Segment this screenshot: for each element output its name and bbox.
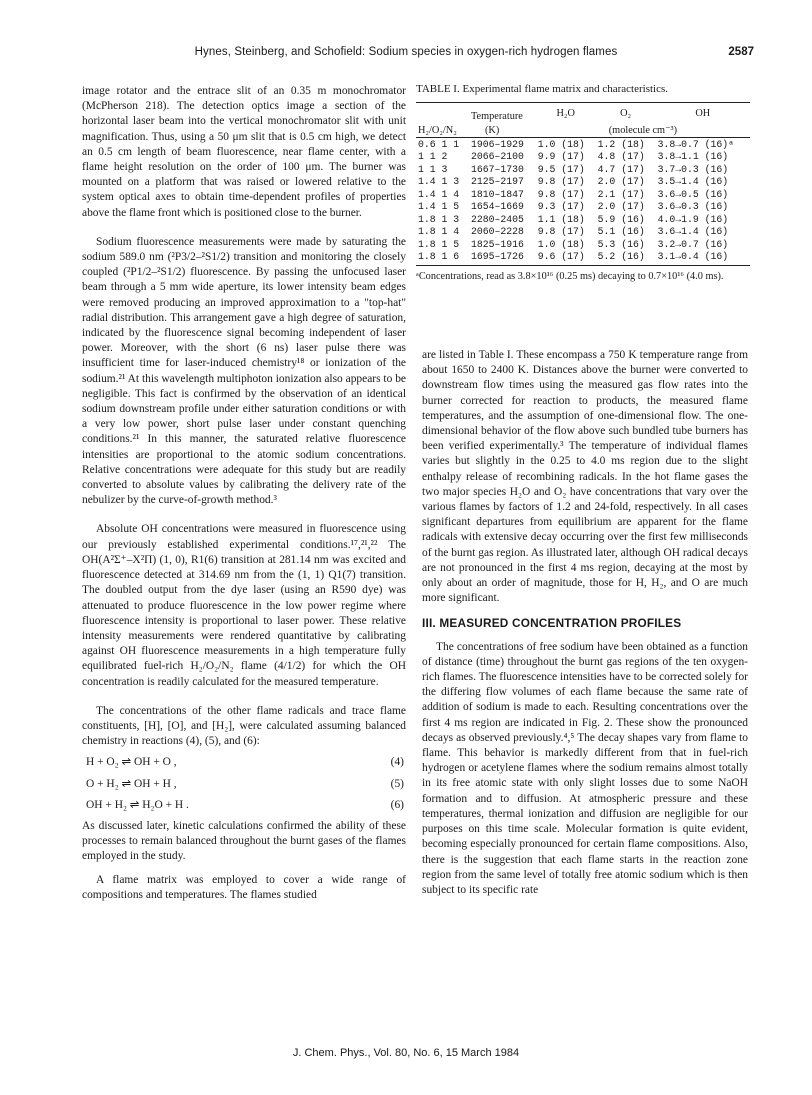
equation-expr: OH + H₂ ⇌ H₂O + H . <box>86 798 189 811</box>
table-footnote: ᵃConcentrations, read as 3.8×10¹⁶ (0.25 ms) decaying to 0.7×10¹⁶ (4.0 ms). <box>416 271 724 282</box>
table-cell: 3.5→1.4 (16) <box>657 176 729 188</box>
table-cell: 1695–1726 <box>469 251 536 266</box>
paragraph: A flame matrix was employed to cover a wide range of compositions and temperatures. The flames studied <box>82 873 406 901</box>
page-footer: J. Chem. Phys., Vol. 80, No. 6, 15 March 1984 <box>292 1047 520 1059</box>
paragraph: are listed in Table I. These encompass a 750 K temperature range from about 1650 to 2400 K. Distances above the burner were converted to downstream flow times using the measured gas flow rates into the burner corrected for reaction to products, the measured flame temperatures, and the assumption of one-dimensional flow. The one-dimensional behavior of the flow above such bundled tube burners has been verified experimentally.³ The temperature of individual flames varies but slightly in the 0.25 to 4.0 ms region due to the slight enthalpy release of recombining radicals. In the hot flame gases the two major species H₂O and O₂ have concentrations that vary over the various flames by factors of 1.2 and 24-fold, respectively. In all cases significant departures from equilibrium are apparent for the flame radicals with extensive decay occurring over the first few milliseconds of the burnt gas region. As illustrated later, although OH radical decays are not pronounced in the first 4 ms region, decaying at the most by only about an order of magnitude, those for H, H₂, and O are much more significant. <box>422 349 748 605</box>
table-cell: 1810–1847 <box>470 188 524 200</box>
table-header-unit-k: (K) <box>469 123 536 138</box>
table-cell: 1906–1929 <box>470 138 524 150</box>
left-column <box>82 84 406 903</box>
table-body <box>416 138 750 266</box>
right-column <box>422 348 748 898</box>
equation-5 <box>82 777 406 792</box>
table-cell: 1.8 1 4 <box>418 226 460 238</box>
flame-matrix-table <box>416 102 750 266</box>
table-row <box>416 163 750 176</box>
table-cell: 9.8 (17) <box>537 188 585 200</box>
table-header-composition: H₂/O₂/N₂ <box>416 123 469 138</box>
table-cell: 1654–1669 <box>470 201 524 213</box>
page-number: 2587 <box>728 46 754 58</box>
table-header-units: (molecule cm⁻³) <box>536 123 750 138</box>
table-row <box>416 238 750 251</box>
section-heading: III. MEASURED CONCENTRATION PROFILES <box>422 616 682 631</box>
table-cell: 5.2 (16) <box>596 251 656 266</box>
table-cell: 1667–1730 <box>470 163 524 175</box>
paragraph: The concentrations of free sodium have been obtained as a function of distance (time) throughout the burnt gas regions of the ten oxygen-rich flames. The fluorescence intensities have to be corrected solely for the differing flow volumes of each flame because the same rate of addition of sodium is made to each. Resulting concentrations over the first 4 ms region are indicated in Fig. 2. These show the pronounced decays as observed previously.⁴,⁵ The decay shapes vary from flame to flame. This behavior is markedly different from that in fuel-rich hydrogen or acetylene flames where the sodium remains almost totally in its free atomic state with only slight losses due to some NaOH formation and to diffusion. At atmospheric pressure and these temperatures, thermal ionization and diffusion are negligible for our purposes on this time scale. Molecular formation is quite evident, becoming especially pronounced for certain flame compositions. Also, there is the suggestion that each flame starts in the reaction zone region from the same level of totally free atomic sodium which is then subject to its specific rate <box>422 640 748 896</box>
table-cell: 3.6→0.5 (16) <box>657 188 729 200</box>
equation-number: (5) <box>390 777 404 790</box>
table-row <box>416 201 750 214</box>
table-cell: 4.7 (17) <box>597 163 645 175</box>
table-cell: 1.4 1 5 <box>418 201 460 213</box>
table-cell: 1.0 (18) <box>537 138 585 150</box>
table-header-h2o: H₂O <box>536 103 596 124</box>
table-cell: 1 1 2 <box>418 151 448 163</box>
table-cell: 9.5 (17) <box>537 163 585 175</box>
paragraph: image rotator and the entrace slit of an 0.35 m monochromator (McPherson 218). The detection optics image a section of the horizontal laser beam into the vertical monochromator slit with unit magnification. Thus, using a 50 μm slit that is 0.5 cm high, we detect an 0.5 cm length of beam fluorescence, near flame center, with a flame height resolution on the order of 100 μm. The burner was mounted on a platform that was raised or lowered relative to the system optical axes to obtain time-dependent profiles of properties above the flame front which is positioned close to the burner. <box>82 85 406 219</box>
table-cell: 9.8 (17) <box>537 226 585 238</box>
table-cell: 2.0 (17) <box>597 201 645 213</box>
table-cell: 9.9 (17) <box>537 151 585 163</box>
table-cell: 1825–1916 <box>470 238 524 250</box>
table-row <box>416 176 750 189</box>
table-cell: 3.8→0.7 (16)ᵃ <box>657 138 734 150</box>
table-header-cell <box>416 103 469 124</box>
table-row <box>416 188 750 201</box>
table-cell: 2280–2405 <box>470 213 524 225</box>
table-cell: 1.8 1 3 <box>418 213 460 225</box>
table-cell: 5.3 (16) <box>597 238 645 250</box>
table-caption: TABLE I. Experimental flame matrix and characteristics. <box>416 83 669 95</box>
table-cell: 3.6→0.3 (16) <box>657 201 729 213</box>
table-cell: 2066–2100 <box>470 151 524 163</box>
table-cell: 2060–2228 <box>470 226 524 238</box>
equation-expr: O + H₂ ⇌ OH + H , <box>86 777 177 790</box>
table-cell: 4.8 (17) <box>597 151 645 163</box>
table-header-oh: OH <box>656 103 750 124</box>
table-cell: 3.8→1.1 (16) <box>657 151 729 163</box>
table-cell: 3.7→0.3 (16) <box>657 163 729 175</box>
table-cell: 1.8 1 6 <box>416 251 469 266</box>
page-header <box>0 46 812 62</box>
table-cell: 9.8 (17) <box>537 176 585 188</box>
table-row <box>416 226 750 239</box>
table-header-o2: O₂ <box>596 103 656 124</box>
equation-number: (4) <box>390 756 404 769</box>
table-cell: 1 1 3 <box>418 163 448 175</box>
table-cell: 5.9 (16) <box>597 213 645 225</box>
paragraph: The concentrations of the other flame radicals and trace flame constituents, [H], [O], and [H₂], were calculated assuming balanced chemistry in reactions (4), (5), and (6): <box>82 704 406 748</box>
table-cell: 1.1 (18) <box>537 213 585 225</box>
table-row <box>416 213 750 226</box>
paragraph: Absolute OH concentrations were measured in fluorescence using our previously established experimental conditions.¹⁷,²¹,²² The OH(A²Σ⁺–X²Π) (1, 0), R1(6) transition at 281.14 nm was excited and fluorescence detected at 314.69 nm from the (1, 1) Q1(7) transition. The doubled output from the dye laser (using an R590 dye) was attenuated to produce fluorescence in the low power regime where fluorescence intensity is proportional to laser power. These relative intensity measurements were rendered quantitative by calibrating against OH fluorescence measurements in a high temperature fully equilibrated fuel-rich H₂/O₂/N₂ flame (4/1/2) for which the OH concentration is readily calculated for the measured temperature. <box>82 523 406 688</box>
table-cell: 9.6 (17) <box>536 251 596 266</box>
table-cell: 1.2 (18) <box>597 138 645 150</box>
paragraph: As discussed later, kinetic calculations confirmed the ability of these processes to remain balanced throughout the burnt gases of the flames employed in the study. <box>82 819 406 863</box>
table-cell: 3.1→0.4 (16) <box>656 251 750 266</box>
table-row <box>416 151 750 164</box>
table-1 <box>416 82 750 284</box>
table-cell: 2125–2197 <box>470 176 524 188</box>
table-cell: 1.4 1 3 <box>418 176 460 188</box>
table-cell: 1.8 1 5 <box>418 238 460 250</box>
table-cell: 4.0→1.9 (16) <box>657 213 729 225</box>
equation-6 <box>82 798 406 813</box>
table-cell: 1.0 (18) <box>537 238 585 250</box>
table-cell: 2.1 (17) <box>597 188 645 200</box>
table-cell: 5.1 (16) <box>597 226 645 238</box>
paragraph: Sodium fluorescence measurements were made by saturating the sodium 589.0 nm (²P3/2–²S1/2) transition and monitoring the closely coupled (²P1/2–²S1/2) fluorescence. By passing the unfocused laser beam through a 5 mm wide aperture, its lower intensity beam edges were removed producing an improved approximation to a "top-hat" radial distribution. This arrangement gave a high degree of saturation, indicated by the fluorescence signal becoming independent of laser power. Moreover, with the short (6 ns) laser pulse there was insufficient time for laser-induced chemistry¹⁸ or ionization of the sodium.²¹ At this wavelength multiphoton ionization also appears to be negligible. This fact is confirmed by the observation of an identical sodium downstream profile under either saturation conditions or with a very low power, short pulse laser under constant quenching conditions.²¹ In this manner, the saturated relative fluorescence intensities are proportional to the atomic sodium concentrations. Relative concentrations were adequate for this study but are readily converted to absolute values by calibrating the delivery rate of the nebulizer by the curve-of-growth method.³ <box>82 235 406 507</box>
table-row <box>416 251 750 266</box>
table-header-temperature: Temperature <box>469 103 536 124</box>
table-cell: 9.3 (17) <box>537 201 585 213</box>
equation-4 <box>82 755 406 770</box>
table-row <box>416 138 750 151</box>
table-cell: 1.4 1 4 <box>418 188 460 200</box>
equation-expr: H + O₂ ⇌ OH + O , <box>86 756 177 769</box>
table-cell: 0.6 1 1 <box>418 138 460 150</box>
table-cell: 3.2→0.7 (16) <box>657 238 729 250</box>
table-cell: 3.6→1.4 (16) <box>657 226 729 238</box>
running-head: Hynes, Steinberg, and Schofield: Sodium species in oxygen-rich hydrogen flames <box>194 46 618 58</box>
equation-number: (6) <box>390 798 404 811</box>
table-cell: 2.0 (17) <box>597 176 645 188</box>
